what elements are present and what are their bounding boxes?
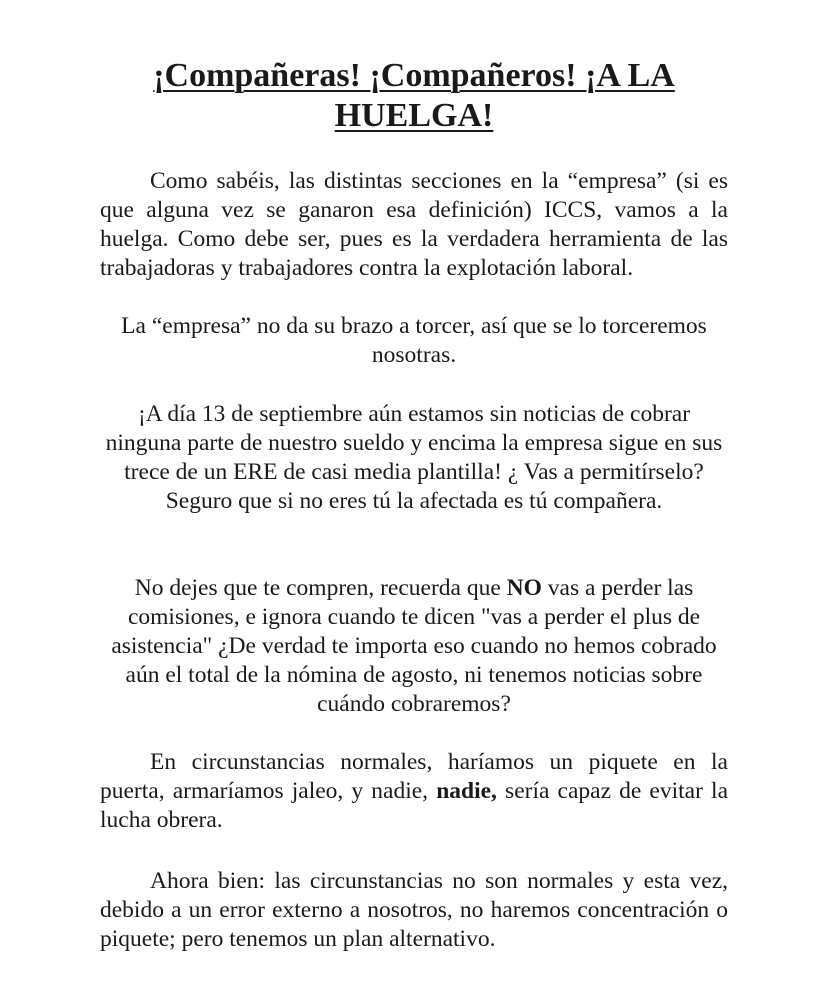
paragraph-company: La “empresa” no da su brazo a torcer, así que se lo torceremos nosotras. [121, 313, 707, 368]
paragraph-normal-text-start: En circunstancias normales, haríamos un piquete en la puerta, armaríamos jaleo, y nadie, [100, 749, 728, 804]
emphasis-no: NO [506, 575, 542, 601]
paragraph-commissions-text-start: No dejes que te compren, recuerda que [134, 575, 507, 601]
paragraph-salary: ¡A día 13 de septiembre aún estamos sin noticias de cobrar ninguna parte de nuestro sueldo y encima la empresa sigue en sus trece de un ERE de casi media plantilla! ¿ Vas a permitírselo? Seguro que si no eres tú la afectada es tú compañera. [105, 401, 723, 514]
paragraph-normal-text-end: sería capaz de evitar la lucha obrera. [100, 778, 728, 833]
document-title: ¡Compañeras! ¡Compañeros! ¡A LA HUELGA! [153, 57, 675, 134]
paragraph-commissions [100, 574, 728, 719]
paragraph-normal-circumstances [100, 748, 728, 835]
paragraph-intro: Como sabéis, las distintas secciones en la “empresa” (si es que alguna vez se ganaron esa definición) ICCS, vamos a la huelga. Como debe ser, pues es la verdadera herramienta de las trabajadoras y trabajadores contra la explotación laboral. [100, 168, 728, 281]
paragraph-commissions-text-end: vas a perder las comisiones, e ignora cuando te dicen "vas a perder el plus de asistencia" ¿De verdad te importa eso cuando no hemos cobrado aún el total de la nómina de agosto, ni tenemos noticias sobre cuándo cobraremos? [111, 575, 717, 717]
paragraph-alternative-plan: Ahora bien: las circunstancias no son normales y esta vez, debido a un error externo a nosotros, no haremos concentración o piquete; pero tenemos un plan alternativo. [100, 868, 728, 952]
emphasis-nadie: nadie, [436, 778, 497, 804]
